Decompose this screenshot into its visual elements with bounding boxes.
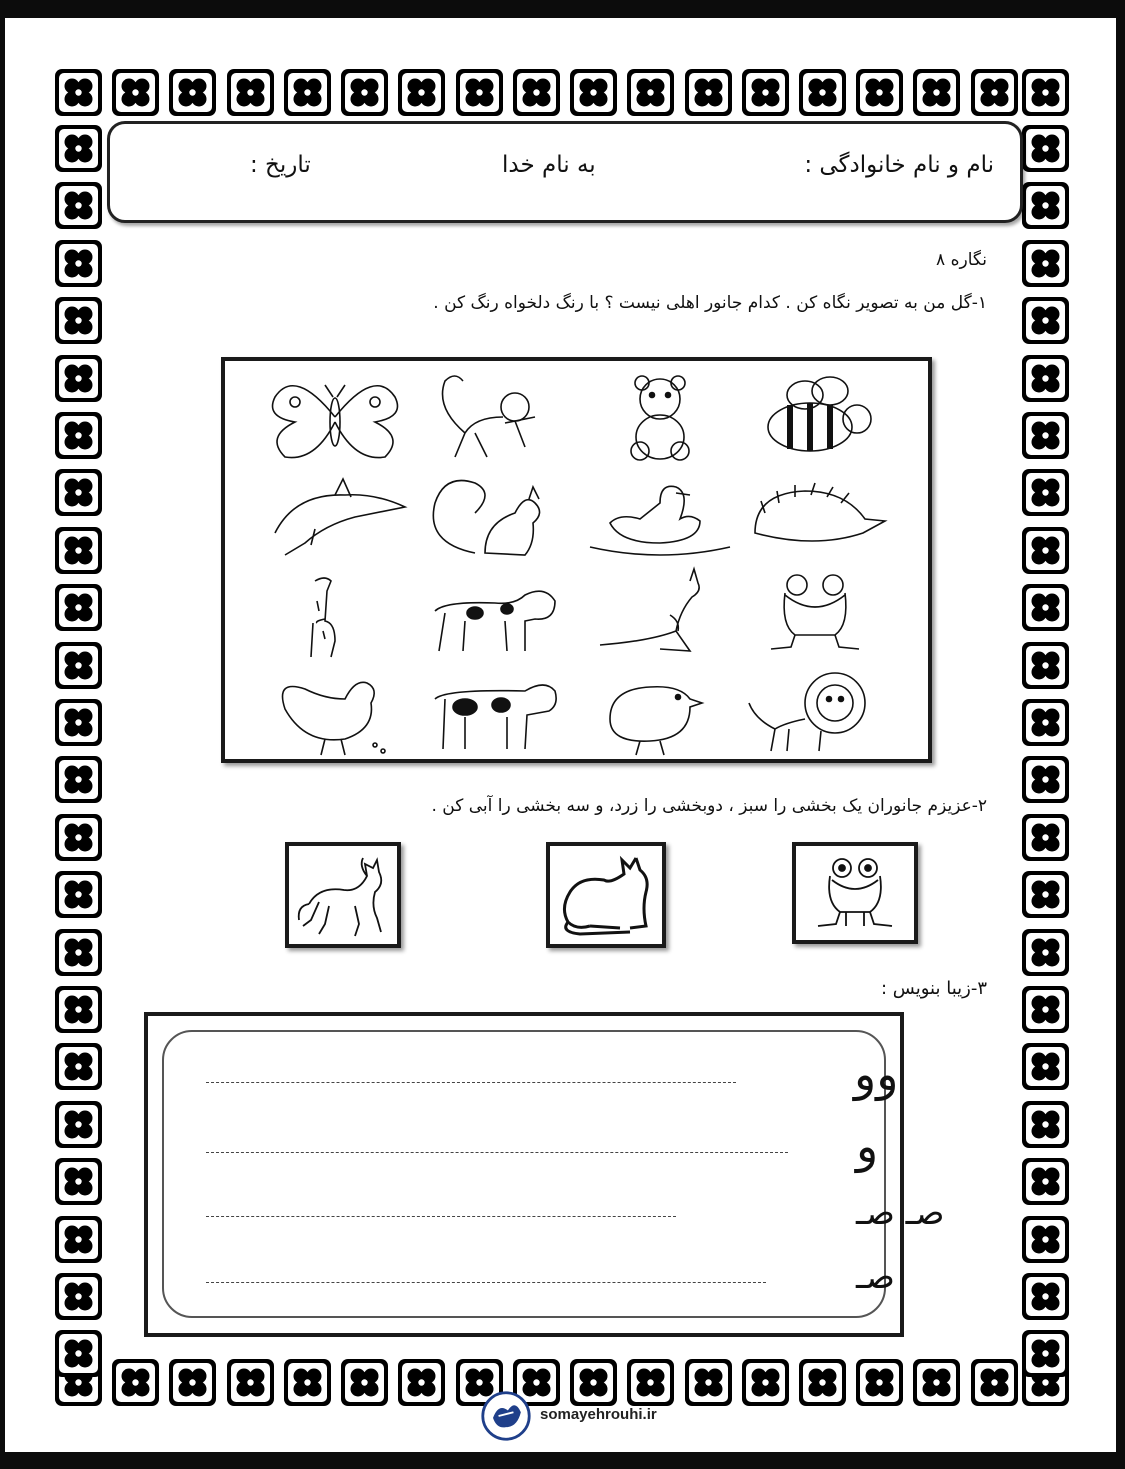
flower-tile-icon: [226, 68, 275, 117]
cat-icon: [550, 846, 662, 944]
flower-tile-icon: [1021, 1215, 1070, 1264]
flower-tile-icon: [340, 68, 389, 117]
guide-line: [206, 1216, 676, 1217]
guide-line: [206, 1152, 788, 1153]
flower-tile-icon: [54, 870, 103, 919]
question-3: ۳-زیبا بنویس :: [881, 978, 987, 999]
flower-tile-icon: [168, 68, 217, 117]
flower-tile-icon: [1021, 813, 1070, 862]
horse-icon: [289, 846, 397, 944]
letter-vav-sample: [712, 1047, 899, 1101]
flower-tile-icon: [569, 68, 618, 117]
flower-tile-icon: [54, 239, 103, 288]
flower-tile-icon: [1021, 985, 1070, 1034]
flower-tile-icon: [54, 1215, 103, 1264]
frog-icon: [796, 846, 914, 940]
flower-tile-icon: [1021, 68, 1070, 117]
flower-tile-icon: [54, 1272, 103, 1321]
flower-tile-icon: [283, 1358, 332, 1407]
flower-tile-icon: [54, 526, 103, 575]
flower-tile-icon: [54, 1100, 103, 1149]
flower-tile-icon: [1021, 928, 1070, 977]
bee-icon: [735, 367, 895, 467]
guide-line: [206, 1082, 736, 1083]
flower-tile-icon: [684, 1358, 733, 1407]
flower-tile-icon: [1021, 755, 1070, 804]
flower-tile-icon: [54, 468, 103, 517]
hen-icon: [255, 659, 415, 759]
lion-icon: [735, 659, 895, 759]
flower-tile-icon: [626, 68, 675, 117]
q2-box-frog: [792, 842, 918, 944]
header-box: [107, 121, 1023, 223]
flower-tile-icon: [54, 1329, 103, 1378]
letter-sad-sample: [664, 1192, 945, 1242]
q2-box-cat: [546, 842, 666, 948]
flower-tile-icon: [855, 68, 904, 117]
frog-icon: [735, 561, 895, 661]
flower-tile-icon: [1021, 411, 1070, 460]
flower-tile-icon: [54, 583, 103, 632]
flower-tile-icon: [54, 813, 103, 862]
flower-tile-icon: [226, 1358, 275, 1407]
flower-tile-icon: [912, 1358, 961, 1407]
flower-tile-icon: [1021, 1042, 1070, 1091]
monkey-icon: [415, 367, 575, 467]
cow-icon: [415, 659, 575, 759]
flower-tile-icon: [54, 124, 103, 173]
footer-site: somayehrouhi.ir: [540, 1406, 657, 1423]
q2-box-horse: [285, 842, 401, 948]
flower-tile-icon: [455, 68, 504, 117]
flower-tile-icon: [912, 68, 961, 117]
flower-tile-icon: [1021, 468, 1070, 517]
flower-tile-icon: [741, 68, 790, 117]
flower-tile-icon: [1021, 1329, 1070, 1378]
flower-tile-icon: [54, 641, 103, 690]
date-label: تاریخ :: [250, 152, 311, 178]
kangaroo-icon: [580, 561, 740, 661]
flower-tile-icon: [626, 1358, 675, 1407]
flower-tile-icon: [1021, 296, 1070, 345]
dolphin-icon: [255, 463, 415, 563]
flower-tile-icon: [1021, 698, 1070, 747]
flower-tile-icon: [569, 1358, 618, 1407]
handwriting-lines: [162, 1030, 945, 1318]
flower-tile-icon: [798, 68, 847, 117]
handwriting-line-1: وو: [854, 1047, 899, 1101]
flower-tile-icon: [54, 1042, 103, 1091]
question-2: ۲-عزیزم جانوران یک بخشی را سبز ، دوبخشی را زرد، و سه بخشی را آبی کن .: [431, 796, 987, 816]
flower-tile-icon: [970, 68, 1019, 117]
flower-tile-icon: [54, 296, 103, 345]
question-1: ۱-گل من به تصویر نگاه کن . کدام جانور اهلی نیست ؟ با رنگ دلخواه رنگ کن .: [433, 293, 987, 313]
flower-tile-icon: [54, 68, 103, 117]
dog-icon: [415, 561, 575, 661]
somayeh-rouhi-logo: [478, 1390, 534, 1442]
butterfly-icon: [255, 367, 415, 467]
flower-tile-icon: [54, 181, 103, 230]
guide-line: [206, 1282, 766, 1283]
handwriting-line-4: صـ: [856, 1257, 895, 1297]
bismillah: به نام خدا: [502, 152, 596, 178]
flower-tile-icon: [798, 1358, 847, 1407]
flower-tile-icon: [54, 928, 103, 977]
flower-tile-icon: [1021, 870, 1070, 919]
hedgehog-icon: [735, 463, 895, 563]
flower-tile-icon: [111, 1358, 160, 1407]
flower-tile-icon: [168, 1358, 217, 1407]
flower-tile-icon: [1021, 1100, 1070, 1149]
teddy-bear-icon: [580, 367, 740, 467]
handwriting-line-2: و: [856, 1119, 879, 1173]
flower-tile-icon: [283, 68, 332, 117]
flower-tile-icon: [397, 68, 446, 117]
flower-tile-icon: [1021, 1157, 1070, 1206]
letter-vav-sample-2: [764, 1119, 879, 1173]
flower-tile-icon: [1021, 239, 1070, 288]
duck-icon: [580, 463, 740, 563]
letter-sad-sample-2: [744, 1256, 895, 1306]
name-label: نام و نام خانوادگی :: [804, 152, 994, 178]
flower-tile-icon: [397, 1358, 446, 1407]
flower-tile-icon: [855, 1358, 904, 1407]
flower-tile-icon: [54, 755, 103, 804]
flower-tile-icon: [1021, 583, 1070, 632]
flower-tile-icon: [684, 68, 733, 117]
flower-tile-icon: [54, 411, 103, 460]
chick-icon: [580, 659, 740, 759]
animal-grid: [221, 357, 932, 763]
lesson-title: نگاره ۸: [936, 250, 987, 270]
flower-tile-icon: [111, 68, 160, 117]
flower-tile-icon: [54, 698, 103, 747]
flower-tile-icon: [512, 68, 561, 117]
flower-tile-icon: [54, 354, 103, 403]
flower-tile-icon: [1021, 354, 1070, 403]
flower-tile-icon: [340, 1358, 389, 1407]
flower-tile-icon: [1021, 181, 1070, 230]
squirrel-icon: [415, 463, 575, 563]
flower-tile-icon: [1021, 526, 1070, 575]
flower-tile-icon: [741, 1358, 790, 1407]
giraffe-icon: [255, 561, 415, 661]
flower-tile-icon: [54, 1157, 103, 1206]
flower-tile-icon: [1021, 1272, 1070, 1321]
flower-tile-icon: [1021, 641, 1070, 690]
handwriting-box: [144, 1012, 945, 1337]
flower-tile-icon: [1021, 124, 1070, 173]
handwriting-line-3: صـ صـ: [856, 1193, 945, 1233]
flower-tile-icon: [970, 1358, 1019, 1407]
flower-tile-icon: [54, 985, 103, 1034]
